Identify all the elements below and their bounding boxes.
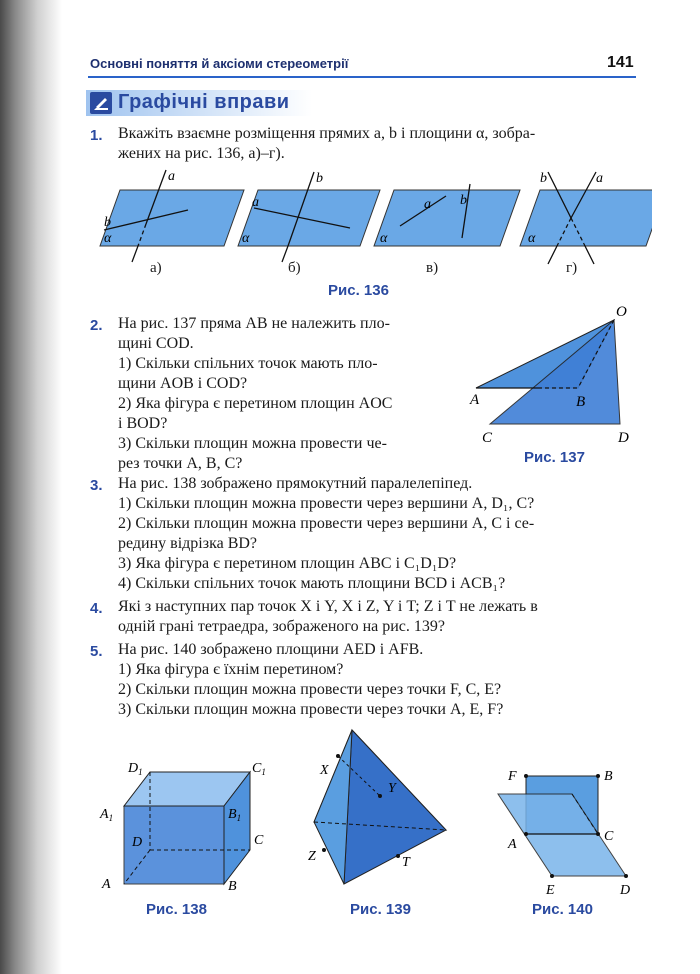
label-a: a (168, 169, 175, 184)
label-a: A (470, 392, 480, 408)
figure-136-sublabel: а) (150, 260, 162, 276)
exercise-3-number: 3. (90, 477, 103, 494)
label-c: C (604, 829, 614, 844)
exercise-2-line: 1) Скільки спільних точок мають пло- (118, 355, 378, 372)
exercise-1-number: 1. (90, 127, 103, 144)
label-alpha: α (104, 231, 112, 246)
point-f (524, 774, 528, 778)
label-a: A (102, 877, 111, 892)
label-b: B (228, 879, 237, 894)
label-d: D (618, 430, 629, 446)
label-o: O (616, 304, 627, 320)
point-d (624, 874, 628, 878)
figure-139-caption: Рис. 139 (350, 901, 411, 918)
label-t: T (402, 855, 410, 870)
label-alpha: α (380, 231, 388, 246)
label-c: C (482, 430, 493, 446)
figure-136 (92, 168, 652, 268)
label-y: Y (388, 781, 396, 796)
label-a: a (424, 197, 431, 212)
label-b: B (576, 394, 586, 410)
exercise-2-line: щини AOB і COD? (118, 375, 248, 392)
figure-136-c (374, 184, 520, 246)
plane-alpha (374, 190, 520, 246)
figure-140-caption: Рис. 140 (532, 901, 593, 918)
pencil-ruler-icon (90, 92, 112, 114)
line-b (584, 244, 594, 264)
exercise-2-line: 2) Яка фігура є перетином площин AOC (118, 395, 393, 412)
label-c: C (254, 833, 264, 848)
figure-136-d (520, 171, 652, 264)
plane-alpha (520, 190, 652, 246)
exercise-5-line: 1) Яка фігура є їхнім перетином? (118, 661, 344, 678)
exercise-5-line: 3) Скільки площин можна провести через точки A, E, F? (118, 701, 504, 718)
label-b: B (604, 769, 613, 784)
exercise-3-line: 2) Скільки площин можна провести через вершини A, C і се- (118, 515, 535, 532)
figure-136-sublabel: в) (426, 260, 439, 276)
exercise-3-line: 3) Яка фігура є перетином площин ABC і C₁D₁D? (118, 555, 457, 572)
figure-136-caption: Рис. 136 (328, 282, 389, 299)
line-a (132, 246, 138, 262)
figure-139 (298, 720, 468, 898)
figure-136-b (238, 171, 380, 262)
point-c (596, 832, 600, 836)
plane-alpha (238, 190, 380, 246)
face-front (344, 730, 446, 884)
exercise-1-line: Вкажіть взаємне розміщення прямих a, b і площини α, зобра- (118, 125, 536, 142)
label-d: D (620, 883, 631, 898)
point-b (596, 774, 600, 778)
point-z (322, 848, 326, 852)
exercise-5-line: 2) Скільки площин можна провести через точки F, C, E? (118, 681, 502, 698)
figure-136-a (100, 169, 244, 262)
exercise-3-line: 1) Скільки площин можна провести через вершини A, D₁, C? (118, 495, 535, 512)
figure-140 (488, 756, 648, 902)
label-x: X (320, 763, 329, 778)
exercise-3-line: редину відрізка BD? (118, 535, 258, 552)
exercise-1-line: жених на рис. 136, а)–г). (118, 145, 285, 162)
exercise-2-line: і BOD? (118, 415, 168, 432)
textbook-page (62, 0, 700, 974)
point-y (378, 794, 382, 798)
plane-alpha (100, 190, 244, 246)
exercise-2-line: 3) Скільки площин можна провести че- (118, 435, 387, 452)
point-a (524, 832, 528, 836)
label-b: b (540, 171, 547, 186)
running-header: Основні поняття й аксіоми стереометрії (90, 56, 349, 71)
exercise-5-line: На рис. 140 зображено площини AED і AFB. (118, 641, 424, 658)
section-title: Графічні вправи (118, 91, 290, 113)
label-alpha: α (242, 231, 250, 246)
exercise-3-line: На рис. 138 зображено прямокутний паралелепіпед. (118, 475, 473, 492)
header-rule (88, 76, 636, 78)
exercise-4-line: одній грані тетраедра, зображеного на рис. 139? (118, 618, 446, 635)
label-b1: $B_1$ (228, 807, 242, 823)
exercise-2-line: На рис. 137 пряма AB не належить пло- (118, 315, 390, 332)
page-number: 141 (607, 54, 634, 71)
label-a: a (596, 171, 603, 186)
figure-138 (88, 752, 288, 902)
exercise-4-line: Які з наступних пар точок X і Y, X і Z, Y і T; Z і T не лежать в (118, 598, 538, 615)
point-t (396, 854, 400, 858)
label-b: b (316, 171, 323, 186)
book-spine-shadow (0, 0, 62, 974)
label-alpha: α (528, 231, 536, 246)
exercise-3-line: 4) Скільки спільних точок мають площини BCD і ACB₁? (118, 575, 506, 592)
label-c1: $C_1$ (252, 761, 266, 777)
point-x (336, 754, 340, 758)
label-d1: $D_1$ (128, 761, 143, 777)
section-banner (86, 90, 312, 116)
exercise-2-line: рез точки A, B, C? (118, 455, 243, 472)
exercise-2-line: щині COD. (118, 335, 194, 352)
line-a (548, 244, 558, 264)
exercise-5-number: 5. (90, 643, 103, 660)
point-e (550, 874, 554, 878)
figure-138-caption: Рис. 138 (146, 901, 207, 918)
label-e: E (546, 883, 555, 898)
label-a: a (252, 195, 259, 210)
exercise-2-number: 2. (90, 317, 103, 334)
label-a1: $A_1$ (100, 807, 114, 823)
exercise-4-number: 4. (90, 600, 103, 617)
label-z: Z (308, 849, 316, 864)
figure-136-sublabel: г) (566, 260, 578, 276)
figure-136-sublabel: б) (288, 260, 301, 276)
label-b: b (104, 215, 111, 230)
label-b: b (460, 193, 467, 208)
figure-137 (466, 302, 646, 448)
label-a: A (508, 837, 517, 852)
label-d: D (132, 835, 143, 850)
label-f: F (508, 769, 517, 784)
figure-137-caption: Рис. 137 (524, 449, 585, 466)
